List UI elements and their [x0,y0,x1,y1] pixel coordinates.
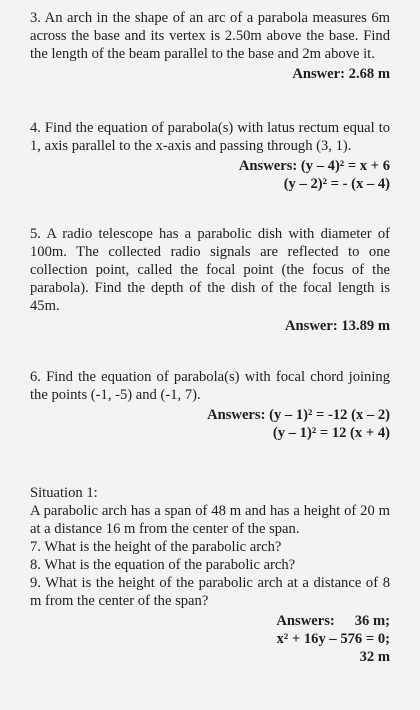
situation-answer-8: x² + 16y – 576 = 0; [276,631,390,647]
situation-text: A parabolic arch has a span of 48 m and has a height of 20 m at a distance 16 m from the center of the span. [30,503,390,537]
problem-3-answer: Answer: 2.68 m [292,66,390,82]
problem-6-answer-1: Answers: (y – 1)² = -12 (x – 2) [207,407,390,423]
problem-6-answers [30,406,390,442]
situation-answers-label: Answers: [276,613,335,629]
problem-5-answer: Answer: 13.89 m [285,318,390,334]
situation-answer-7: 36 m; [354,613,390,629]
situation-answers [30,612,390,666]
question-9: 9. What is the height of the parabolic arch at a distance of 8 m from the center of the span? [30,575,390,609]
problem-6-answer-2: (y – 1)² = 12 (x + 4) [272,425,390,441]
problem-4-answer-2: (y – 2)² = - (x – 4) [283,176,390,192]
situation-title: Situation 1: [30,485,98,501]
problem-6-text: 6. Find the equation of parabola(s) with focal chord joining the points (-1, -5) and (-1, 7). [30,369,390,403]
problem-4-text: 4. Find the equation of parabola(s) with latus rectum equal to 1, axis parallel to the x-axis and passing through (3, 1). [30,120,390,154]
problem-4-answer-1: Answers: (y – 4)² = x + 6 [238,158,390,174]
question-7: 7. What is the height of the parabolic arch? [30,539,282,555]
problem-4-answers [30,157,390,193]
problem-3-text: 3. An arch in the shape of an arc of a parabola measures 6m across the base and its vertex is 2.50m above the base. Find the length of the beam parallel to the base and 2m above it. [30,10,390,62]
situation-answer-9: 32 m [359,649,390,665]
situation-answers-first-line [276,612,390,630]
question-8: 8. What is the equation of the parabolic arch? [30,557,296,573]
problem-5-text: 5. A radio telescope has a parabolic dish with diameter of 100m. The collected radio signals are reflected to one collection point, called the focal point (the focus of the parabola). Find the depth of the dish of the focal length is 45m. [30,226,390,314]
